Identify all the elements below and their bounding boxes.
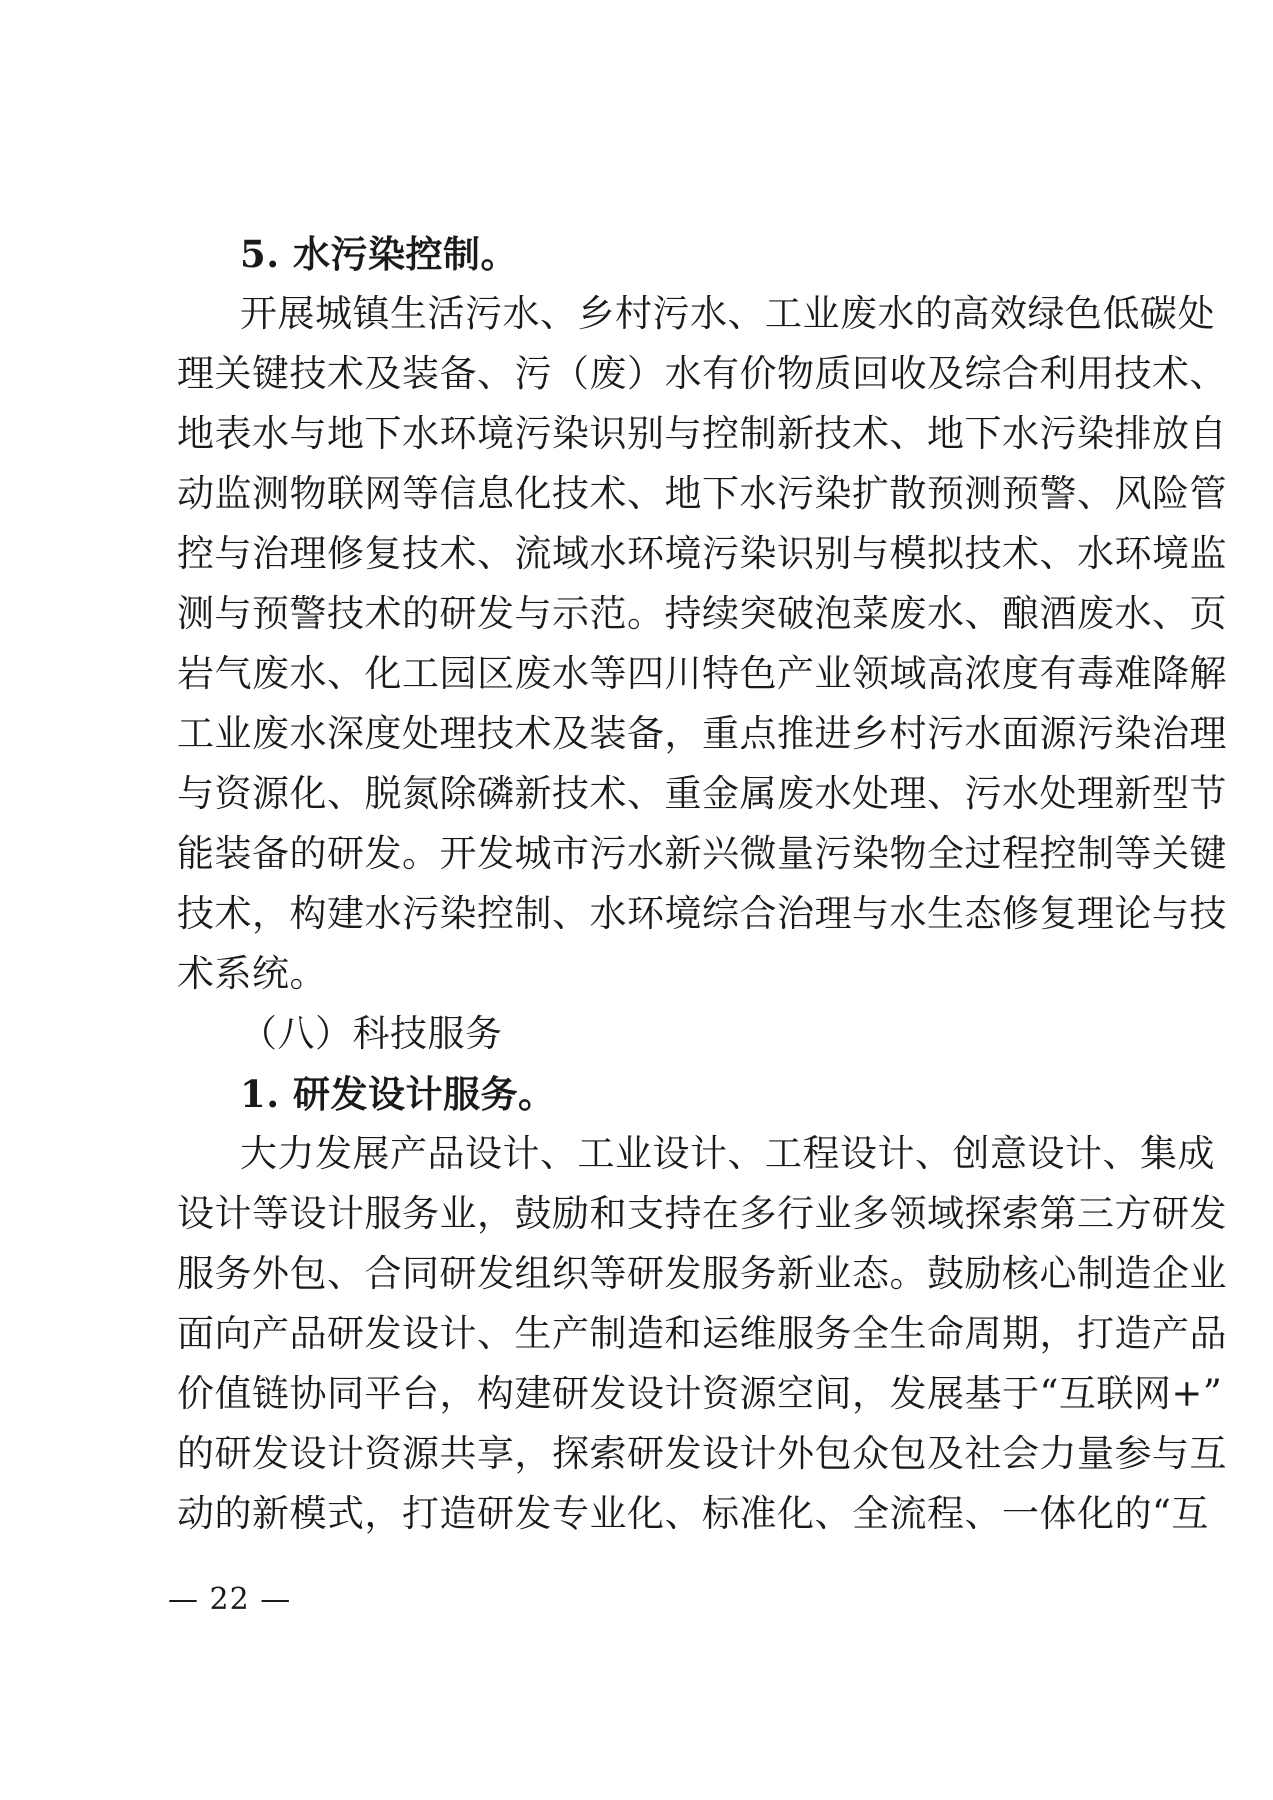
paragraph-line: 工业废水深度处理技术及装备，重点推进乡村污水面源污染治理 <box>177 712 1227 755</box>
paragraph-line: 地表水与地下水环境污染识别与控制新技术、地下水污染排放自 <box>177 412 1227 455</box>
paragraph-line: 服务外包、合同研发组织等研发服务新业态。鼓励核心制造企业 <box>177 1252 1227 1295</box>
paragraph-line: 岩气废水、化工园区废水等四川特色产业领域高浓度有毒难降解 <box>177 652 1227 695</box>
paragraph-line: 面向产品研发设计、生产制造和运维服务全生命周期，打造产品 <box>177 1312 1227 1355</box>
paragraph-line: 能装备的研发。开发城市污水新兴微量污染物全过程控制等关键 <box>177 832 1227 875</box>
paragraph-line: 开展城镇生活污水、乡村污水、工业废水的高效绿色低碳处 <box>240 292 1215 335</box>
paragraph-line: 控与治理修复技术、流域水环境污染识别与模拟技术、水环境监 <box>177 532 1227 575</box>
paragraph-line: 的研发设计资源共享，探索研发设计外包众包及社会力量参与互 <box>177 1432 1227 1475</box>
paragraph-line: 术系统。 <box>177 952 327 995</box>
paragraph-line: 大力发展产品设计、工业设计、工程设计、创意设计、集成 <box>240 1132 1215 1175</box>
page-number: — 22 — <box>168 1582 292 1617</box>
paragraph-line: 测与预警技术的研发与示范。持续突破泡菜废水、酿酒废水、页 <box>177 592 1227 635</box>
subsection-heading-tech-services: （八）科技服务 <box>240 1012 503 1055</box>
paragraph-line: 技术，构建水污染控制、水环境综合治理与水生态修复理论与技 <box>177 892 1227 935</box>
section-heading-rd-design: 1. 研发设计服务。 <box>240 1072 556 1116</box>
paragraph-line: 理关键技术及装备、污（废）水有价物质回收及综合利用技术、 <box>177 352 1227 395</box>
paragraph-line: 动的新模式，打造研发专业化、标准化、全流程、一体化的“互 <box>177 1492 1209 1535</box>
paragraph-line: 动监测物联网等信息化技术、地下水污染扩散预测预警、风险管 <box>177 472 1227 515</box>
paragraph-line: 价值链协同平台，构建研发设计资源空间，发展基于“互联网+” <box>177 1372 1223 1415</box>
paragraph-line: 与资源化、脱氮除磷新技术、重金属废水处理、污水处理新型节 <box>177 772 1227 815</box>
section-heading-water-pollution: 5. 水污染控制。 <box>240 232 519 276</box>
paragraph-line: 设计等设计服务业，鼓励和支持在多行业多领域探索第三方研发 <box>177 1192 1227 1235</box>
